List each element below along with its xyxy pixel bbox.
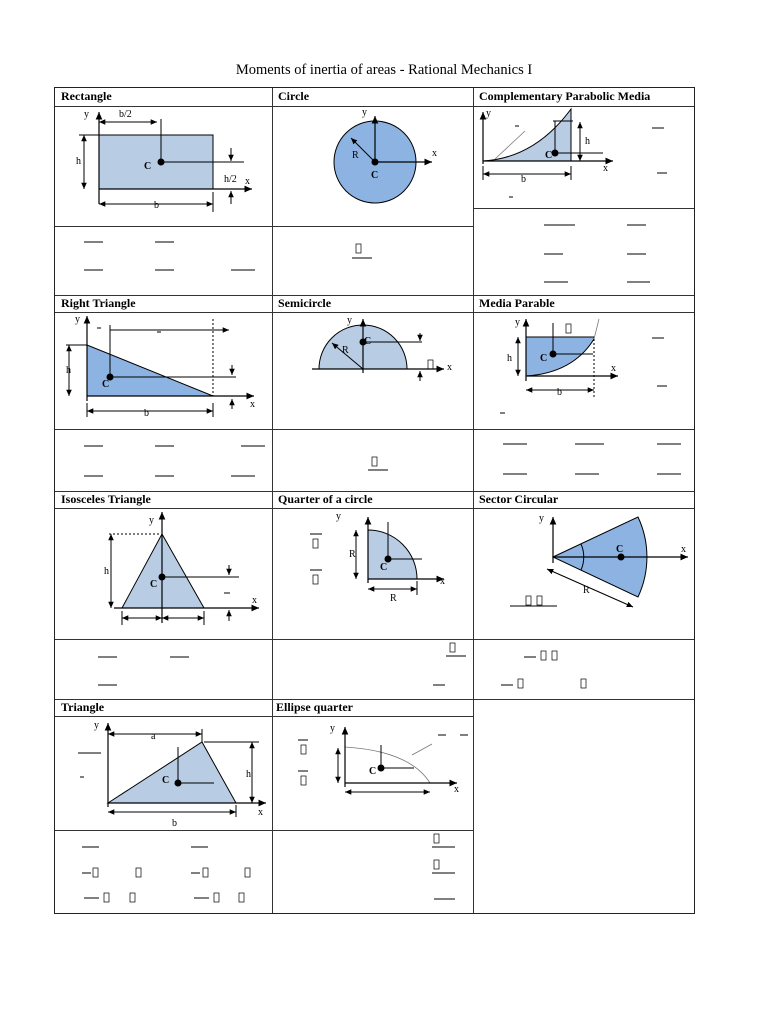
ellipse-quarter-title: Ellipse quarter xyxy=(276,700,353,714)
y-axis-label: y xyxy=(336,511,341,522)
x-axis-label: x xyxy=(252,595,257,606)
centroid-label: C xyxy=(102,379,110,390)
complementary-parabolic-title: Complementary Parabolic Media xyxy=(479,89,651,103)
a-label: a xyxy=(151,731,156,742)
h-label: h xyxy=(76,156,81,167)
x-axis-label: x xyxy=(440,576,445,587)
y-axis-label: y xyxy=(330,723,335,734)
right-triangle-title: Right Triangle xyxy=(61,296,136,310)
y-axis-label: y xyxy=(362,107,367,118)
h-label: h xyxy=(104,566,109,577)
radius-label: R xyxy=(583,585,590,596)
x-axis-label: x xyxy=(250,399,255,410)
r-side-label: R xyxy=(349,549,356,560)
y-axis-label: y xyxy=(539,513,544,524)
x-axis-label: x xyxy=(454,784,459,795)
b-label: b xyxy=(154,200,159,211)
centroid-label: C xyxy=(364,336,372,347)
x-axis-label: x xyxy=(432,148,437,159)
y-axis-label: y xyxy=(94,720,99,731)
b-label: b xyxy=(521,174,526,185)
b-label: b xyxy=(172,818,177,829)
centroid-label: C xyxy=(369,766,377,777)
isosceles-triangle-title: Isosceles Triangle xyxy=(61,492,151,506)
media-parable-title: Media Parable xyxy=(479,296,555,310)
triangle-title: Triangle xyxy=(61,700,105,714)
b-label: b xyxy=(557,387,562,398)
h-label: h xyxy=(507,353,512,364)
centroid-label: C xyxy=(144,161,152,172)
h-label: h xyxy=(246,769,251,780)
h-half-label: h/2 xyxy=(224,174,237,185)
quarter-circle-title: Quarter of a circle xyxy=(278,492,373,506)
radius-label: R xyxy=(352,150,359,161)
x-axis-label: x xyxy=(603,163,608,174)
centroid-label: C xyxy=(540,353,548,364)
centroid-label: C xyxy=(545,150,553,161)
semicircle-title: Semicircle xyxy=(278,296,332,310)
x-axis-label: x xyxy=(245,176,250,187)
b-label: b xyxy=(144,408,149,419)
centroid-label: C xyxy=(162,775,170,786)
circle-title: Circle xyxy=(278,89,310,103)
h-label: h xyxy=(66,365,71,376)
r-bottom-label: R xyxy=(390,593,397,604)
centroid-label: C xyxy=(380,562,388,573)
x-axis-label: x xyxy=(258,807,263,818)
x-axis-label: x xyxy=(681,544,686,555)
h-label: h xyxy=(585,136,590,147)
centroid-label: C xyxy=(371,170,379,181)
centroid-label: C xyxy=(150,579,158,590)
x-axis-label: x xyxy=(447,362,452,373)
y-axis-label: y xyxy=(149,515,154,526)
rectangle-title: Rectangle xyxy=(61,89,112,103)
x-axis-label: x xyxy=(611,363,616,374)
centroid-label: C xyxy=(616,544,624,555)
document-title: Moments of inertia of areas - Rational Mechanics I xyxy=(235,62,533,78)
y-axis-label: y xyxy=(486,108,491,119)
sector-circular-title: Sector Circular xyxy=(479,492,559,506)
y-axis-label: y xyxy=(347,315,352,326)
radius-label: R xyxy=(342,345,349,356)
b-half-label: b/2 xyxy=(119,109,132,120)
y-axis-label: y xyxy=(84,109,89,120)
y-axis-label: y xyxy=(515,317,520,328)
y-axis-label: y xyxy=(75,314,80,325)
